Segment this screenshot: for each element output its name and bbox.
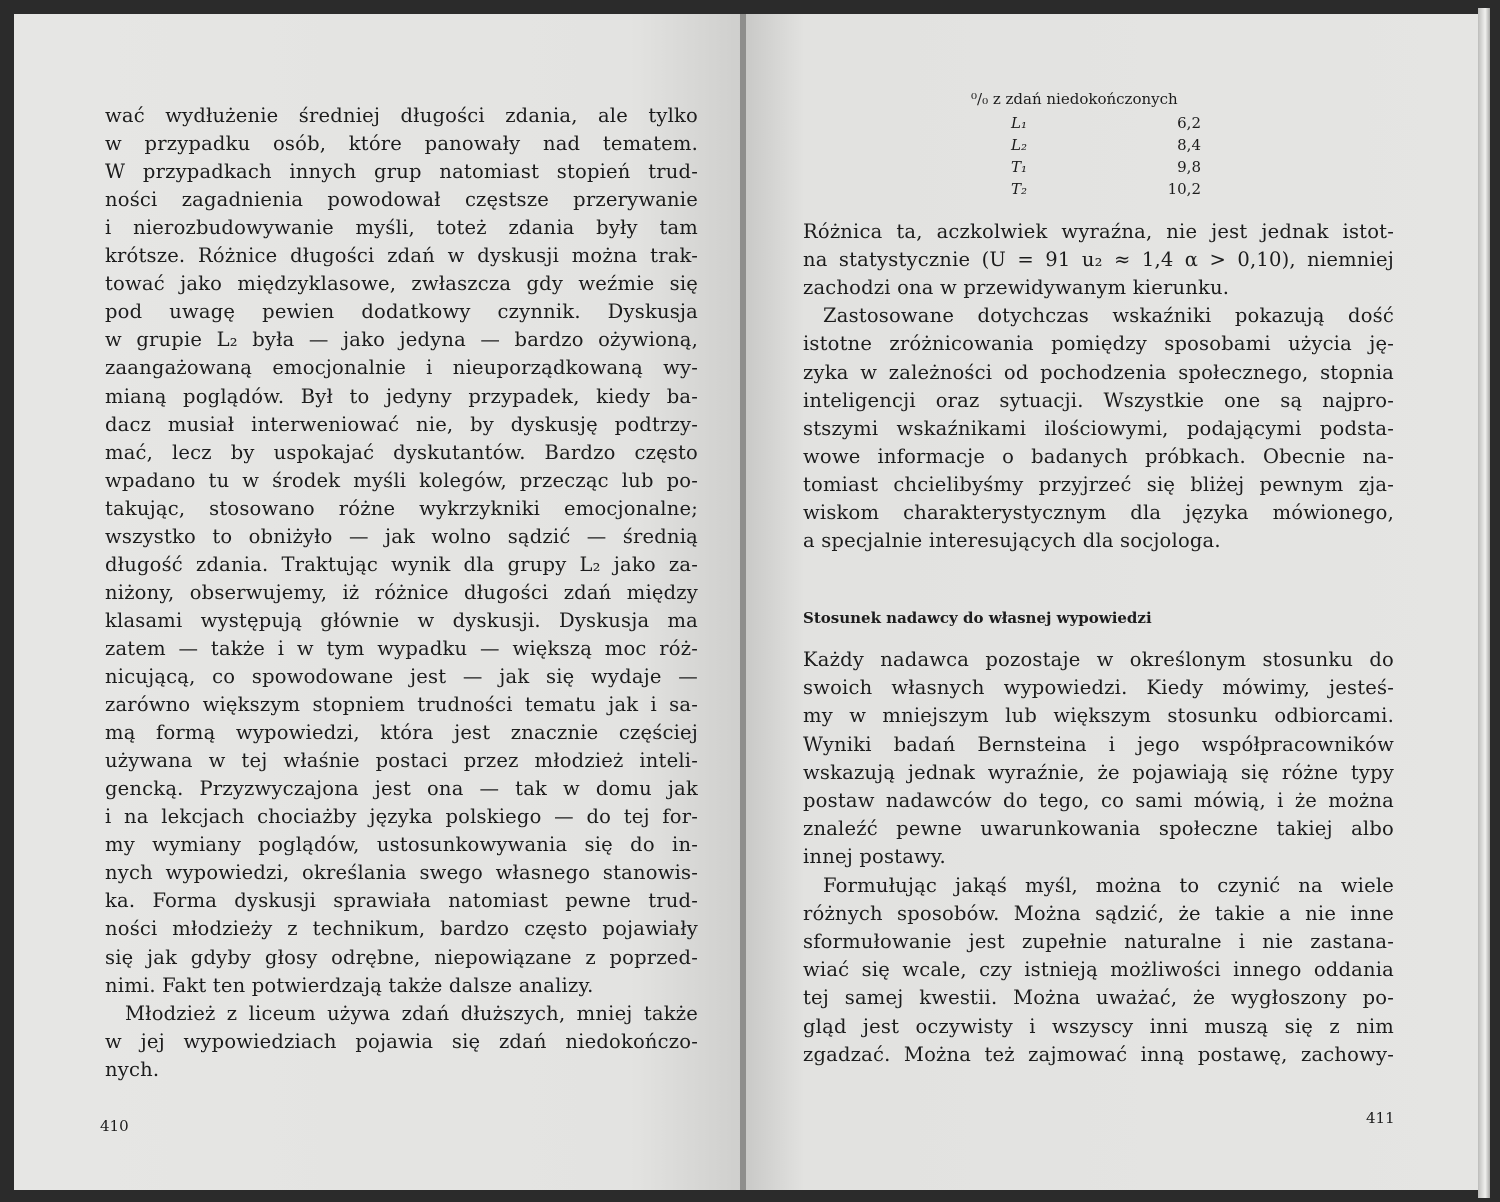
text-line: na statystycznie (U = 91 u₂ ≈ 1,4 α > 0,10), niemniej (803, 248, 1394, 272)
table-row-label: T₂ (1011, 180, 1028, 198)
text-line: ności młodzieży z technikum, bardzo często pojawiały (105, 917, 698, 941)
text-line: wiskom charakterystycznym dla języka mówionego, (803, 501, 1394, 524)
text-line: swoich własnych wypowiedzi. Kiedy mówimy, jesteś- (803, 676, 1394, 700)
table-row-label: L₁ (1011, 114, 1027, 132)
text-line: używana w tej właśnie postaci przez młodzież inteli- (105, 749, 698, 773)
page-edge (1478, 8, 1490, 1198)
text-line: i na lekcjach chociażby języka polskiego — do tej for- (105, 805, 698, 829)
text-line: znaleźć pewne uwarunkowania społeczne takiej albo (803, 817, 1394, 841)
text-line: mać, lecz by uspokajać dyskutantów. Bardzo często (105, 440, 698, 464)
text-line: krótsze. Różnice długości zdań w dyskusji można trak- (105, 244, 698, 268)
table-row (1011, 134, 1201, 156)
text-line: dacz musiał interweniować nie, by dyskusję podtrzy- (105, 412, 698, 436)
text-line: a specjalnie interesujących dla socjologa. (803, 529, 1221, 553)
table-row (1011, 178, 1201, 200)
section-heading: Stosunek nadawcy do własnej wypowiedzi (803, 609, 1152, 627)
text-line: ności zagadnienia powodował częstsze przerywanie (105, 188, 698, 212)
left-page (14, 14, 740, 1190)
text-line: Zastosowane dotychczas wskaźniki pokazują dość (823, 304, 1394, 328)
table-row-value: 6,2 (1177, 114, 1201, 132)
text-line: tomiast chcielibyśmy przyjrzeć się bliżej pewnym zja- (803, 472, 1394, 496)
text-line: nych wypowiedzi, określania swego własnego stanowis- (105, 861, 698, 885)
text-line: w przypadku osób, które panowały nad tematem. (105, 132, 698, 156)
text-line: nimi. Fakt ten potwierdzają także dalsze analizy. (105, 973, 594, 997)
text-line: Każdy nadawca pozostaje w określonym stosunku do (803, 648, 1394, 671)
text-line: nych. (105, 1057, 160, 1081)
table-caption: ⁰/₀ z zdań niedokończonych (971, 90, 1178, 108)
text-line: takując, stosowano różne wykrzykniki emocjonalne; (105, 496, 698, 520)
text-line: mianą poglądów. Był to jedyny przypadek, kiedy ba- (105, 384, 698, 408)
text-line: tej samej kwestii. Można uważać, że wygłoszony po- (803, 986, 1394, 1010)
text-line: postaw nadawców do tego, co sami mówią, i że można (803, 789, 1394, 812)
text-line: gląd jest oczywisty i wszyscy inni muszą się z nim (803, 1014, 1394, 1038)
text-line: sformułowanie jest zupełnie naturalne i nie zastana- (803, 930, 1394, 953)
text-line: my w mniejszym lub większym stosunku odbiorcami. (803, 704, 1394, 728)
text-line: pod uwagę pewien dodatkowy czynnik. Dyskusja (105, 300, 698, 324)
table-row-value: 9,8 (1177, 158, 1201, 176)
text-line: się jak gdyby głosy odrębne, niepowiązane z poprzed- (105, 945, 698, 969)
text-line: mą formą wypowiedzi, która jest znacznie częściej (105, 721, 698, 745)
text-line: tować jako międzyklasowe, zwłaszcza gdy weźmie się (105, 272, 698, 296)
text-line: innej postawy. (803, 845, 946, 869)
table-row-value: 8,4 (1177, 136, 1201, 154)
text-line: wiać się wcale, czy istnieją możliwości innego oddania (803, 958, 1394, 982)
text-line: Różnica ta, aczkolwiek wyraźna, nie jest jednak istot- (803, 220, 1394, 243)
text-line: niżony, obserwujemy, iż różnice długości zdań między (105, 580, 698, 604)
text-line: wać wydłużenie średniej długości zdania, ale tylko (105, 104, 698, 127)
text-line: i nierozbudowywanie myśli, toteż zdania były tam (105, 216, 698, 240)
text-line: długość zdania. Traktując wynik dla grupy L₂ jako za- (105, 552, 698, 576)
text-line: wszystko to obniżyło — jak wolno sądzić — średnią (105, 524, 698, 548)
text-line: zgadzać. Można też zajmować inną postawę, zachowy- (803, 1042, 1394, 1066)
text-line: zarówno większym stopniem trudności tematu jak i sa- (105, 693, 698, 717)
text-line: klasami występują głównie w dyskusji. Dyskusja ma (105, 608, 698, 632)
left-page-number: 410 (100, 1117, 129, 1135)
text-line: w grupie L₂ była — jako jedyna — bardzo ożywioną, (105, 328, 698, 352)
table-row (1011, 112, 1201, 134)
text-line: zaangażowaną emocjonalnie i nieuporządkowaną wy- (105, 356, 698, 380)
text-line: istotne zróżnicowania pomiędzy sposobami użycia ję- (803, 332, 1394, 356)
table-row-label: T₁ (1011, 158, 1028, 176)
table-row-label: L₂ (1011, 136, 1027, 154)
text-line: zyka w zależności od pochodzenia społecznego, stopnia (803, 360, 1394, 384)
text-line: wpadano tu w środek myśli kolegów, przecząc lub po- (105, 468, 698, 492)
text-line: ka. Forma dyskusji sprawiała natomiast pewne trud- (105, 889, 698, 913)
text-line: Młodzież z liceum używa zdań dłuższych, mniej także (125, 1001, 698, 1025)
text-line: inteligencji oraz sytuacji. Wszystkie one są najpro- (803, 388, 1394, 412)
text-line: Formułując jakąś myśl, można to czynić na wiele (823, 873, 1394, 897)
text-line: wskazują jednak wyraźnie, że pojawiają się różne typy (803, 760, 1394, 784)
right-page (746, 14, 1478, 1190)
text-line: my wymiany poglądów, ustosunkowywania się do in- (105, 833, 698, 857)
text-line: w jej wypowiedziach pojawia się zdań niedokończo- (105, 1029, 698, 1053)
text-line: gencką. Przyzwyczajona jest ona — tak w domu jak (105, 777, 698, 801)
table-row (1011, 156, 1201, 178)
text-line: W przypadkach innych grup natomiast stopień trud- (105, 160, 698, 184)
text-line: różnych sposobów. Można sądzić, że takie a nie inne (803, 901, 1394, 925)
right-page-number: 411 (1366, 1109, 1395, 1127)
text-line: wowe informacje o badanych próbkach. Obecnie na- (803, 444, 1394, 468)
text-line: nicującą, co spowodowane jest — jak się wydaje — (105, 665, 698, 688)
text-line: zatem — także i w tym wypadku — większą moc róż- (105, 636, 698, 660)
text-line: zachodzi ona w przewidywanym kierunku. (803, 276, 1230, 300)
text-line: stszymi wskaźnikami ilościowymi, podającymi podsta- (803, 416, 1394, 440)
table-row-value: 10,2 (1167, 180, 1201, 198)
text-line: Wyniki badań Bernsteina i jego współpracowników (803, 732, 1394, 756)
